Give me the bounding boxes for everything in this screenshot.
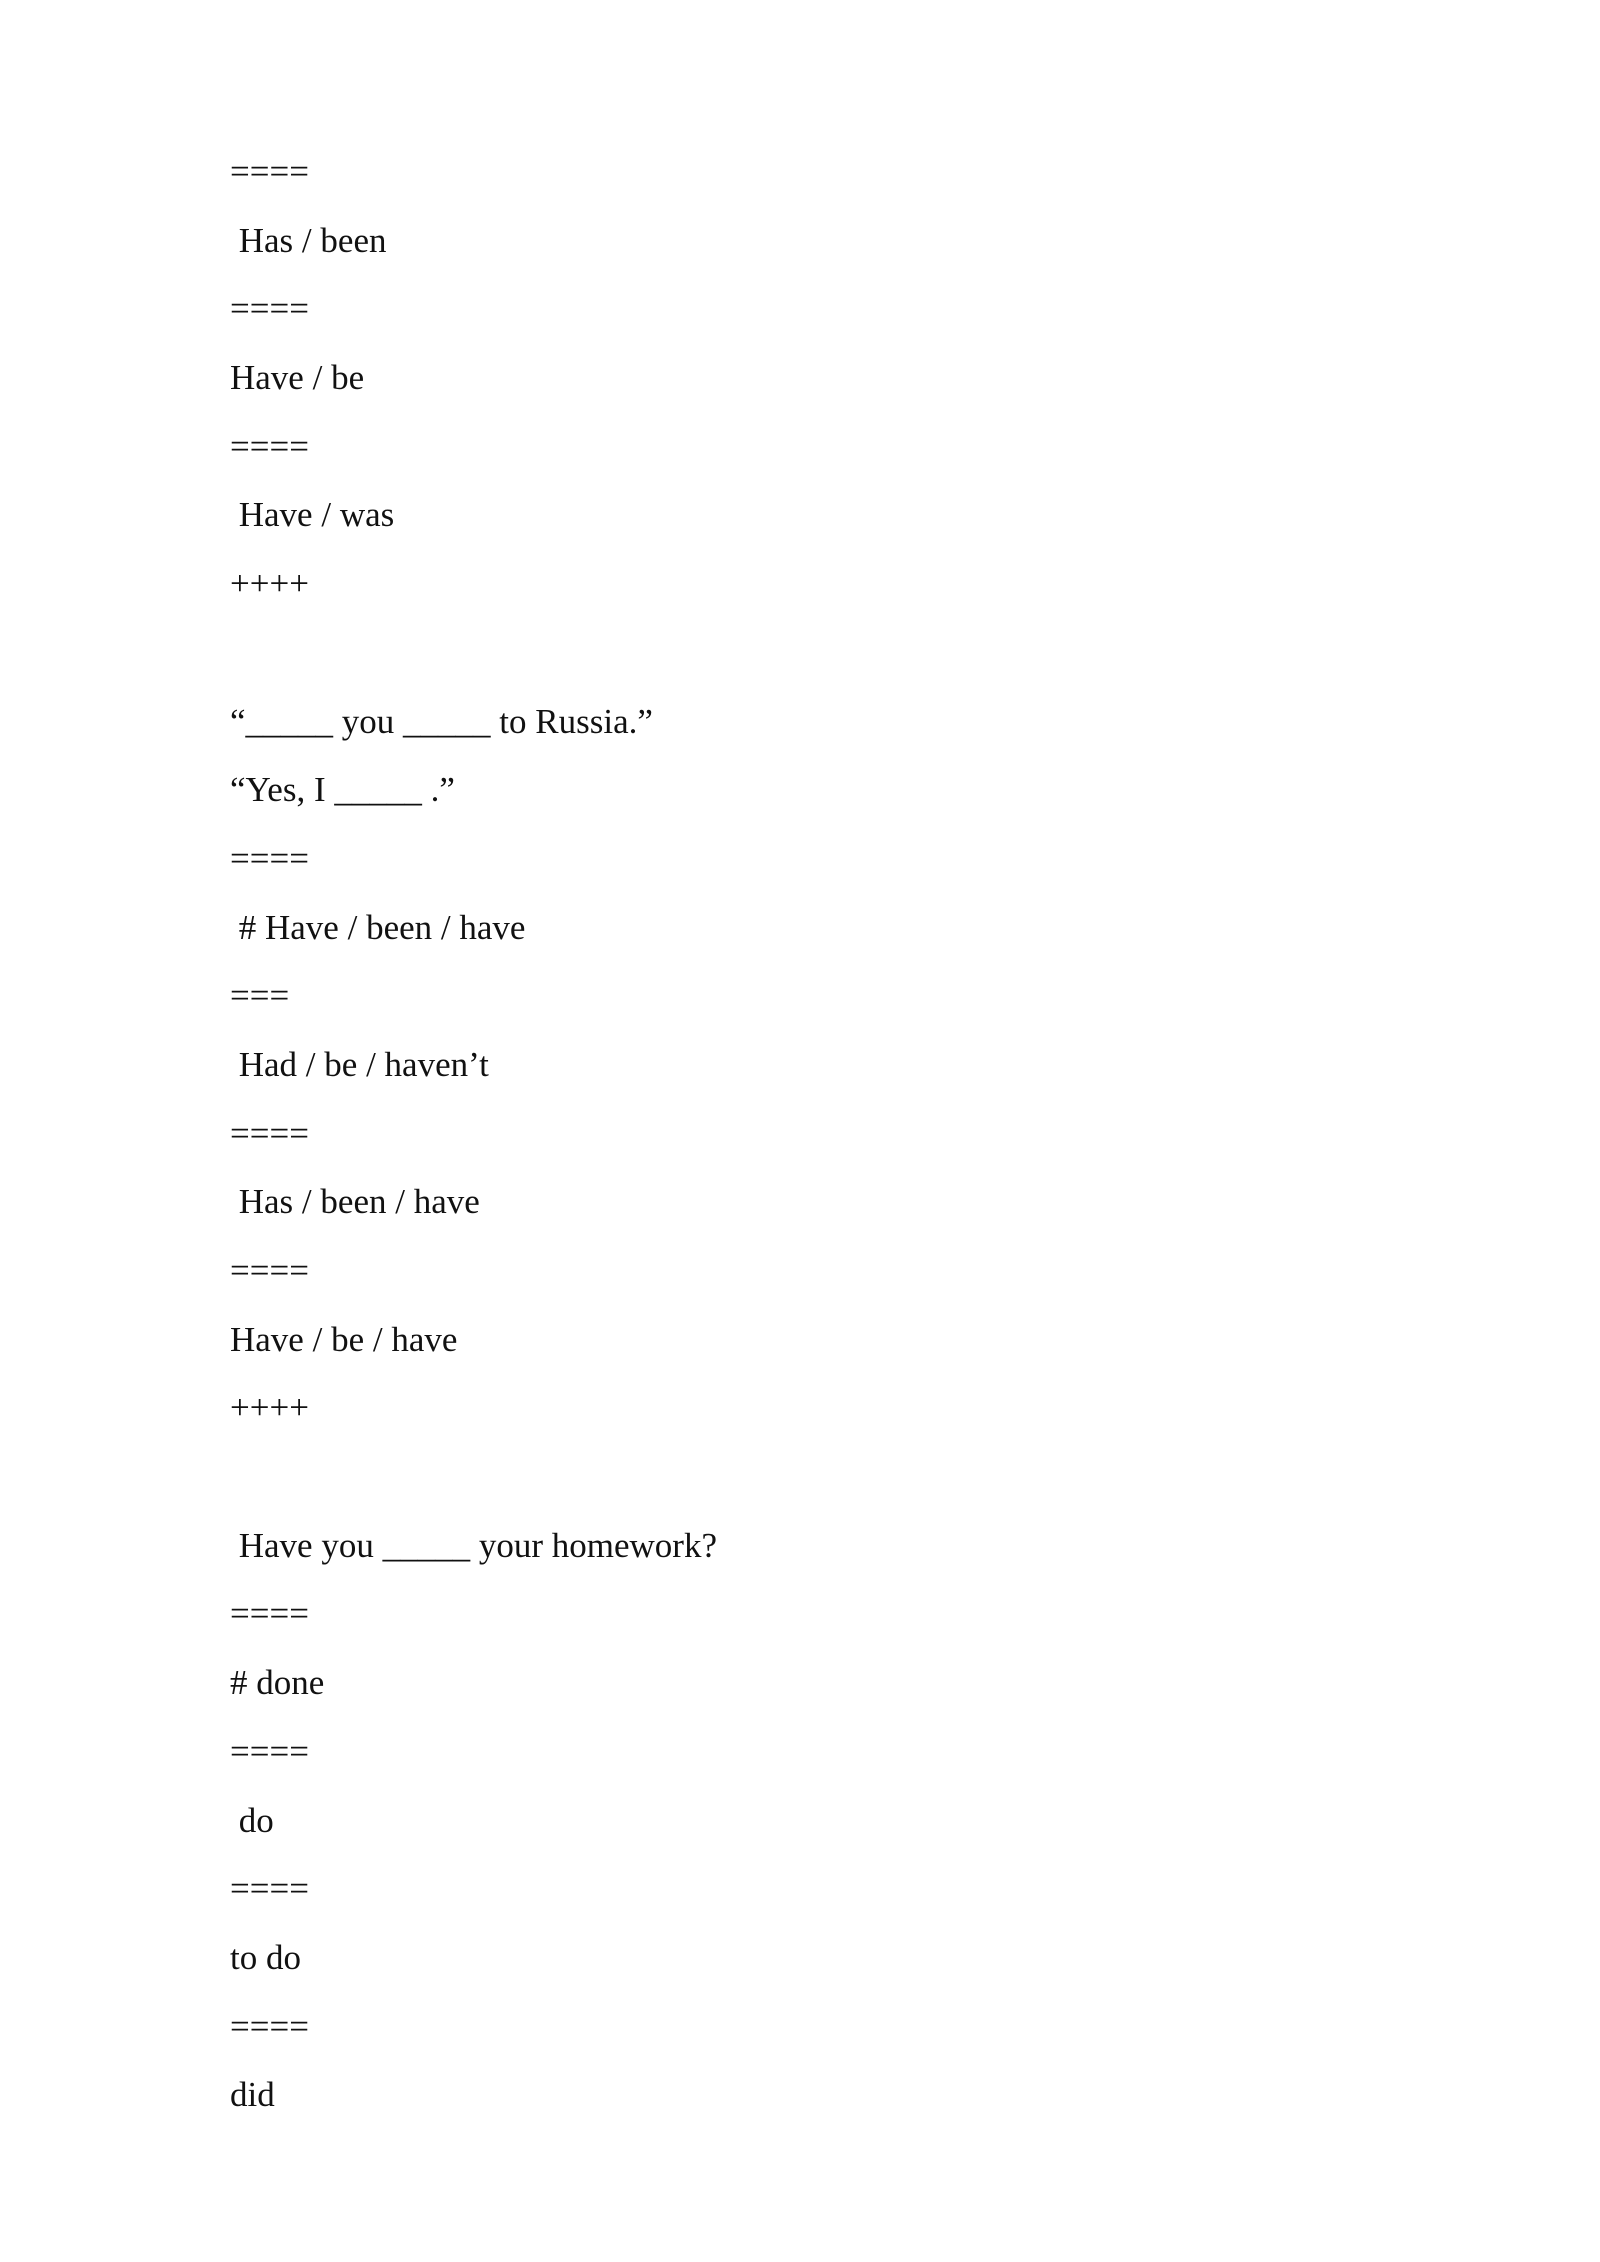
question-text: “Yes, I _____ .” [230,770,455,810]
separator-line: ==== [230,1594,309,1634]
separator-line: ==== [230,838,309,878]
answer-option: Had / be / haven’t [230,1044,489,1084]
answer-option: Have / was [230,495,395,535]
blank-line [230,619,1430,688]
separator-line: ==== [230,289,309,329]
separator-line: ==== [230,426,309,466]
separator-line: ==== [230,2006,309,2046]
answer-option: Has / been / have [230,1182,480,1222]
question-text: Have you _____ your homework? [230,1525,717,1565]
separator-line: ==== [230,152,309,191]
separator-line: ==== [230,1731,309,1771]
answer-option: to do [230,1937,301,1977]
blank-line [230,1443,1430,1512]
answer-option: Have / be [230,358,365,398]
answer-option: Have / be / have [230,1319,458,1359]
answer-option: did [230,2075,275,2115]
document-body [230,138,1430,2130]
answer-option: Has / been [230,220,387,260]
separator-line: === [230,976,290,1016]
answer-option-correct: # done [230,1663,325,1703]
answer-option: do [230,1800,274,1840]
separator-line: ==== [230,1251,309,1290]
answer-option-correct: # Have / been / have [230,907,526,947]
question-end-marker: ++++ [230,564,309,604]
separator-line: ==== [230,1113,309,1153]
question-text: “_____ you _____ to Russia.” [230,701,653,741]
separator-line: ==== [230,1869,309,1909]
question-end-marker: ++++ [230,1388,309,1428]
